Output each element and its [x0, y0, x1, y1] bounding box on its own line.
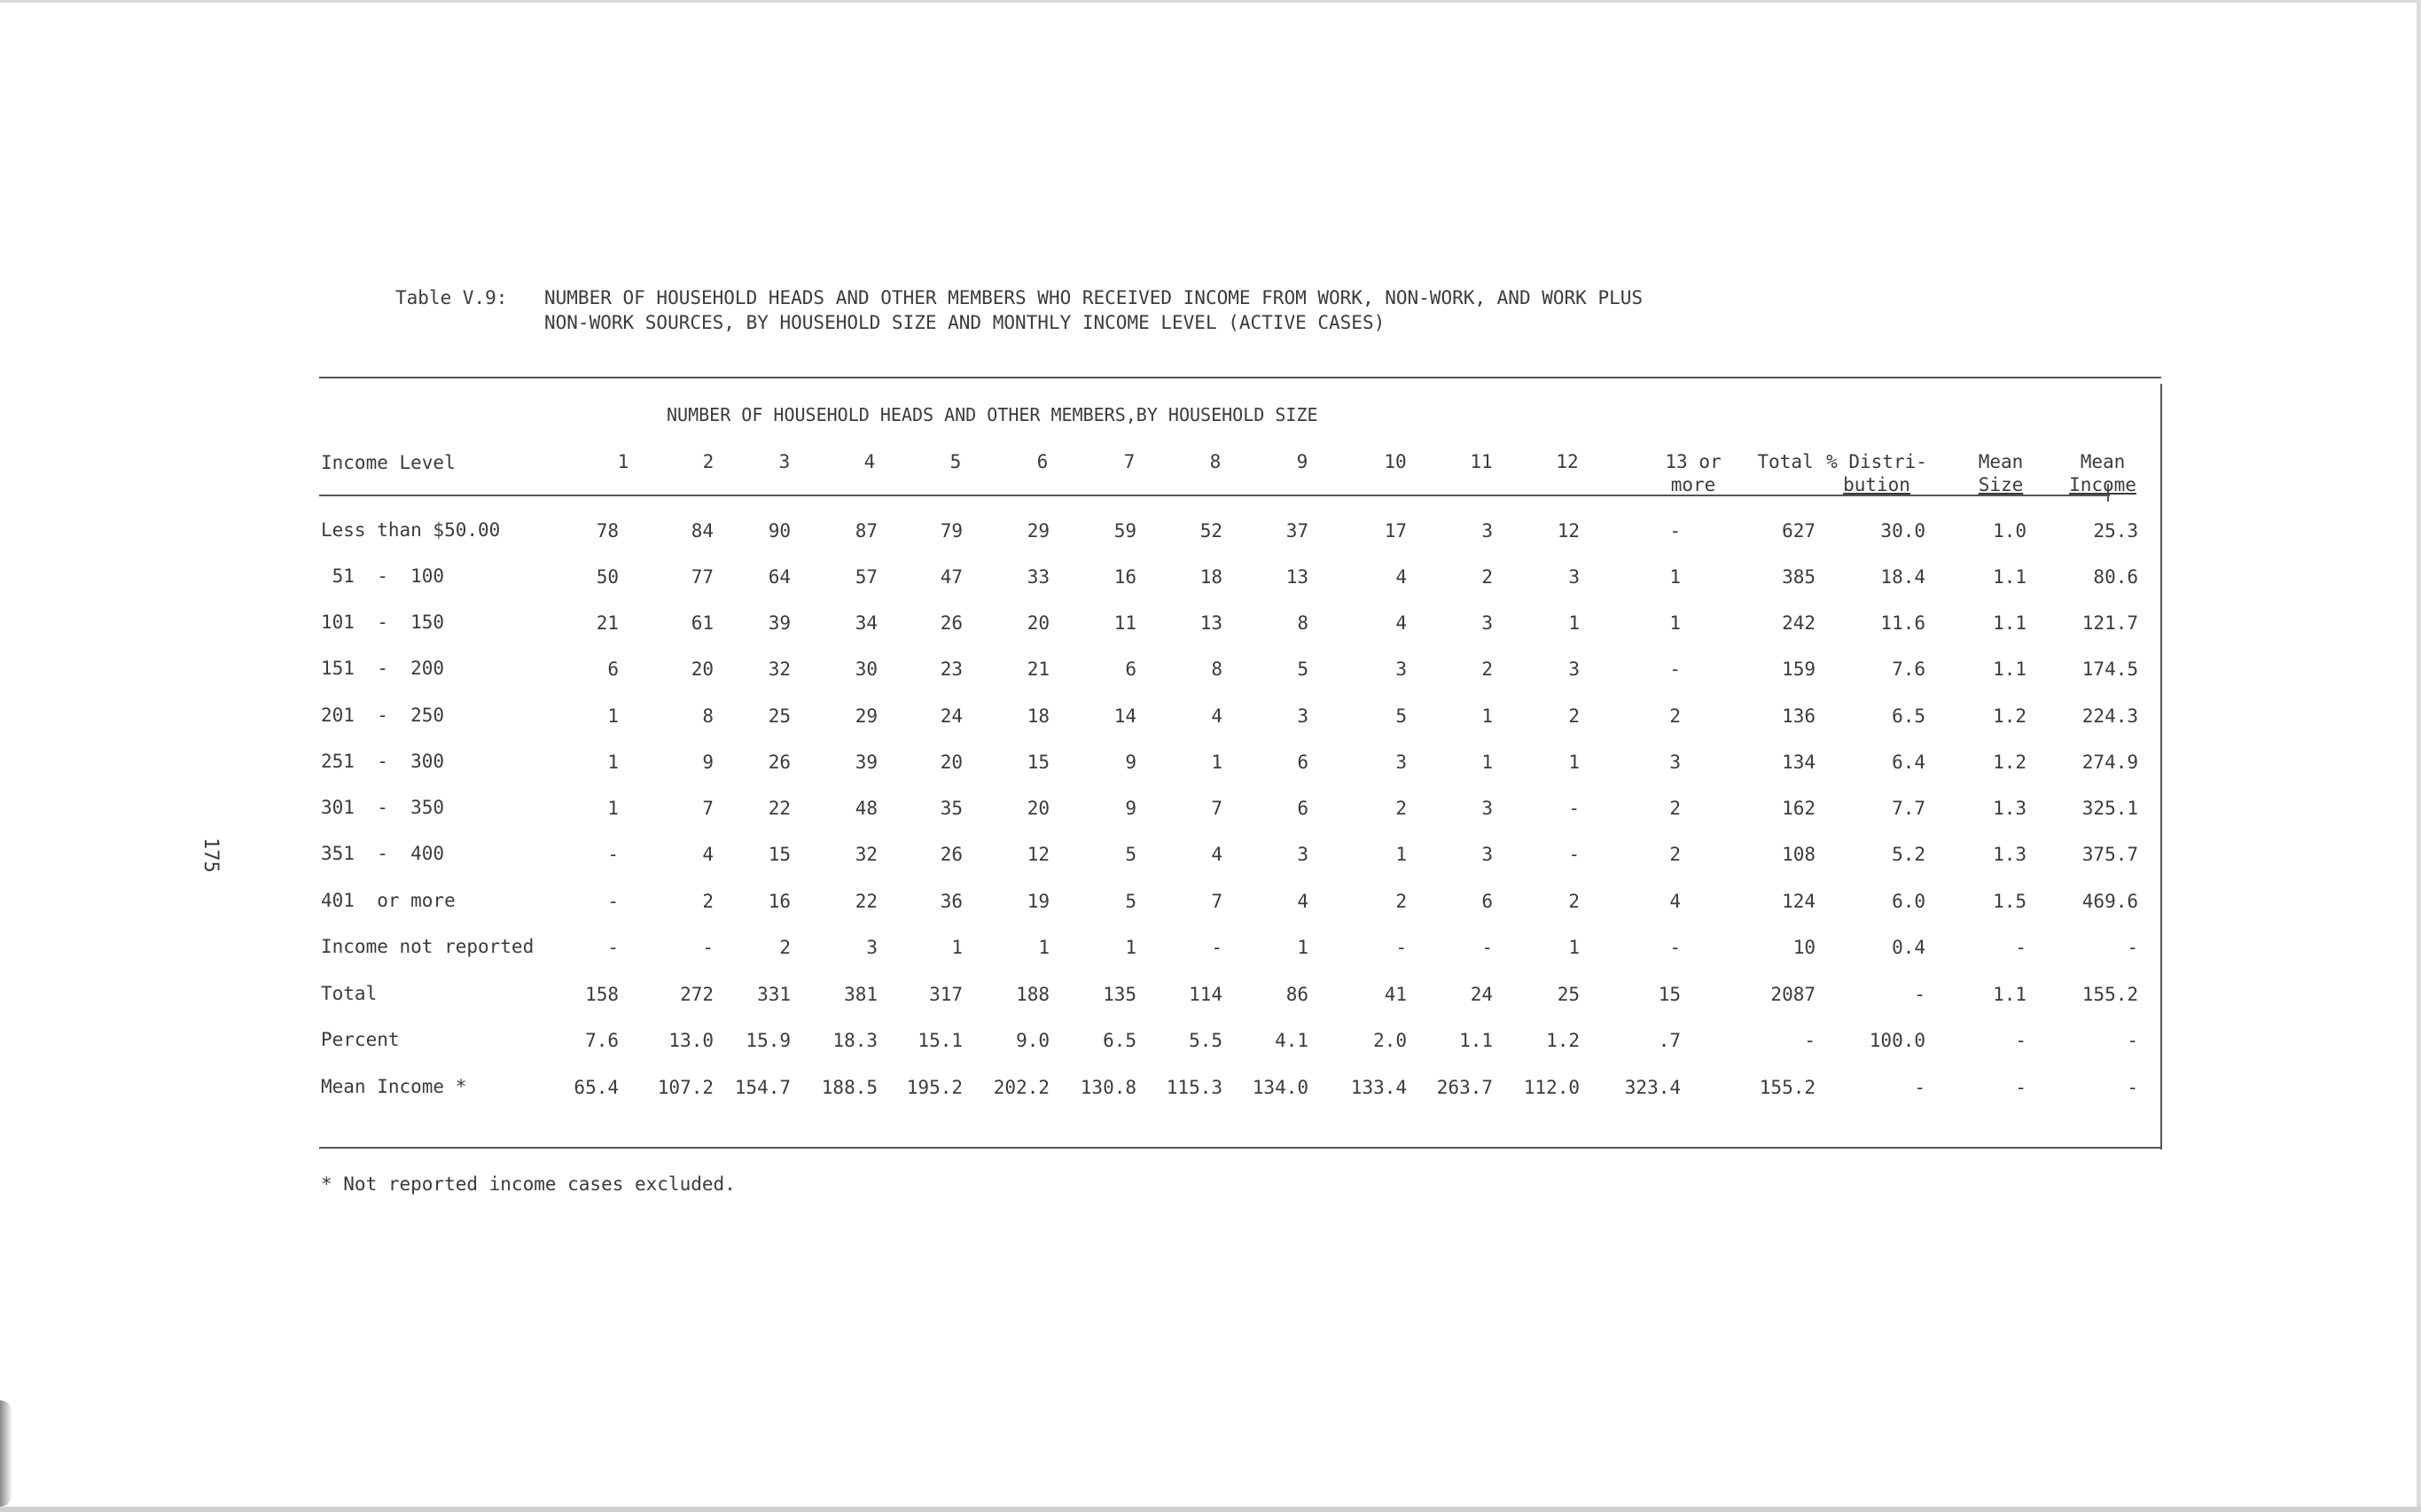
table-cell: 4: [1211, 844, 1222, 865]
table-cell: 2: [1481, 566, 1493, 588]
table-cell: 20: [1027, 612, 1050, 634]
table-cell: 22: [855, 891, 878, 912]
table-cell: -: [2127, 937, 2138, 958]
table-cell: 7: [702, 798, 714, 819]
table-cell: 64: [768, 566, 791, 588]
table-cell: 155.2: [1759, 1077, 1816, 1098]
table-cell: 162: [1782, 798, 1816, 819]
table-cell: 7: [1211, 891, 1222, 912]
table-cell: 1.3: [1993, 798, 2027, 819]
column-header: % Distri-: [1826, 451, 1927, 472]
table-cell: 3: [1395, 752, 1407, 773]
table-cell: 39: [855, 752, 878, 773]
table-cell: 7.6: [1892, 659, 1925, 680]
table-cell: 1: [1481, 705, 1493, 727]
row-label: 301 - 350: [321, 797, 445, 818]
table-cell: -: [1669, 937, 1681, 958]
table-cell: 8: [1211, 659, 1222, 680]
table-cell: 2: [779, 937, 791, 958]
table-cell: 331: [757, 984, 791, 1005]
table-cell: 79: [940, 520, 963, 542]
table-cell: -: [607, 891, 619, 912]
table-cell: 8: [702, 705, 714, 727]
table-right-border: [2160, 384, 2162, 1150]
row-label: 51 - 100: [321, 565, 445, 587]
table-cell: 100.0: [1869, 1030, 1925, 1051]
table-cell: 323.4: [1624, 1077, 1681, 1098]
table-cell: -: [2127, 1030, 2138, 1051]
table-cell: 6: [1297, 798, 1308, 819]
row-label: 151 - 200: [321, 658, 445, 679]
table-cell: 0.4: [1892, 937, 1925, 958]
page-edge-top: [0, 0, 2421, 3]
table-cell: -: [1395, 937, 1407, 958]
table-cell: 114: [1189, 984, 1222, 1005]
table-cell: 317: [929, 984, 963, 1005]
table-cell: 242: [1782, 612, 1816, 634]
table-cell: 5.5: [1189, 1030, 1222, 1051]
table-cell: 112.0: [1523, 1077, 1580, 1098]
table-cell: 1: [1568, 752, 1580, 773]
table-cell: 159: [1782, 659, 1816, 680]
table-cell: 7.7: [1892, 798, 1925, 819]
table-cell: 10: [1792, 937, 1816, 958]
column-header: 13 or: [1665, 451, 1722, 472]
table-cell: 6.5: [1892, 705, 1925, 727]
caption-label: Table V.9:: [395, 287, 508, 308]
table-cell: 1.2: [1993, 705, 2027, 727]
table-cell: 9: [1125, 798, 1136, 819]
table-cell: 5: [1125, 844, 1136, 865]
column-header: Mean: [1978, 451, 2024, 472]
table-cell: 30.0: [1880, 520, 1925, 542]
table-cell: 3: [1481, 798, 1493, 819]
table-cell: 59: [1113, 520, 1136, 542]
table-cell: -: [2127, 1077, 2138, 1098]
table-cell: 6: [1481, 891, 1493, 912]
table-cell: 14: [1113, 705, 1136, 727]
table-cell: 22: [768, 798, 791, 819]
table-cell: 202.2: [993, 1077, 1050, 1098]
table-cell: 3: [1297, 844, 1308, 865]
table-cell: 195.2: [906, 1077, 963, 1098]
table-cell: 80.6: [2093, 566, 2138, 588]
table-cell: 65.4: [574, 1077, 619, 1098]
table-cell: 1: [1481, 752, 1493, 773]
table-cell: 29: [1027, 520, 1050, 542]
table-cell: 77: [691, 566, 714, 588]
table-cell: 52: [1199, 520, 1222, 542]
table-cell: 9.0: [1016, 1030, 1050, 1051]
table-cell: 6.0: [1892, 891, 1925, 912]
column-header: 9: [1296, 451, 1308, 472]
table-cell: 1.2: [1546, 1030, 1580, 1051]
table-cell: 5.2: [1892, 844, 1925, 865]
table-cell: 4: [1395, 612, 1407, 634]
table-cell: 36: [940, 891, 963, 912]
table-cell: 1.0: [1993, 520, 2027, 542]
table-cell: 26: [768, 752, 791, 773]
page-edge-bottom: [0, 1507, 2421, 1512]
table-cell: 2: [1395, 891, 1407, 912]
table-cell: 13.0: [668, 1030, 714, 1051]
table-cell: -: [607, 844, 619, 865]
table-cell: -: [1669, 520, 1681, 542]
table-cell: 19: [1027, 891, 1050, 912]
table-caption: [395, 285, 1643, 335]
table-cell: 15.1: [918, 1030, 963, 1051]
table-cell: 1: [1568, 937, 1580, 958]
table-cell: 3: [1395, 659, 1407, 680]
table-cell: 18.3: [832, 1030, 878, 1051]
table-cell: 33: [1027, 566, 1050, 588]
row-label: Income not reported: [321, 936, 535, 957]
table-cell: 4: [1297, 891, 1308, 912]
table-cell: 25: [1557, 984, 1580, 1005]
footnote: * Not reported income cases excluded.: [321, 1173, 736, 1195]
row-label: Mean Income *: [321, 1076, 467, 1097]
table-cell: 1.1: [1459, 1030, 1493, 1051]
row-label: 101 - 150: [321, 612, 445, 633]
table-cell: 11: [1113, 612, 1136, 634]
table-cell: 26: [940, 844, 963, 865]
page-edge-left: [0, 1400, 12, 1507]
table-cell: -: [702, 937, 714, 958]
table-cell: 2: [1669, 705, 1681, 727]
table-cell: 4.1: [1275, 1030, 1308, 1051]
table-cell: 13: [1199, 612, 1222, 634]
table-cell: 188.5: [821, 1077, 878, 1098]
page-number: 175: [199, 838, 222, 873]
table-cell: 18.4: [1880, 566, 1925, 588]
column-header: 3: [778, 451, 791, 472]
table-cell: -: [2015, 1030, 2027, 1051]
row-label: 401 or more: [321, 890, 456, 911]
table-cell: 6: [1297, 752, 1308, 773]
table-cell: 1: [1669, 566, 1681, 588]
table-cell: 188: [1016, 984, 1050, 1005]
table-cell: 1: [1297, 937, 1308, 958]
table-cell: -: [1568, 844, 1580, 865]
table-cell: 2.0: [1373, 1030, 1407, 1051]
table-cell: 136: [1782, 705, 1816, 727]
column-header: 7: [1123, 451, 1136, 472]
table-cell: 57: [855, 566, 878, 588]
table-cell: 1: [1568, 612, 1580, 634]
table-cell: 3: [1297, 705, 1308, 727]
table-cell: .7: [1658, 1030, 1681, 1051]
caption-line-2: NON-WORK SOURCES, BY HOUSEHOLD SIZE AND MONTHLY INCOME LEVEL (ACTIVE CASES): [544, 312, 1386, 333]
table-cell: 18: [1199, 566, 1222, 588]
table-cell: 3: [1669, 752, 1681, 773]
column-spanner: NUMBER OF HOUSEHOLD HEADS AND OTHER MEMBERS,BY HOUSEHOLD SIZE: [667, 404, 1318, 425]
table-cell: 1: [1211, 752, 1222, 773]
table-cell: 155.2: [2081, 984, 2138, 1005]
table-cell: 375.7: [2081, 844, 2138, 865]
table-cell: 1: [607, 798, 619, 819]
table-cell: 381: [844, 984, 878, 1005]
table-cell: 12: [1027, 844, 1050, 865]
table-cell: 84: [691, 520, 714, 542]
table-cell: -: [1568, 798, 1580, 819]
table-cell: 32: [855, 844, 878, 865]
table-cell: 6.4: [1892, 752, 1925, 773]
row-label: Percent: [321, 1029, 400, 1050]
table-cell: 115.3: [1166, 1077, 1222, 1098]
table-cell: 26: [940, 612, 963, 634]
column-header: 11: [1470, 451, 1493, 472]
table-cell: 108: [1782, 844, 1816, 865]
table-cell: 1.1: [1993, 566, 2027, 588]
table-cell: 16: [1113, 566, 1136, 588]
column-header: Total: [1757, 451, 1814, 472]
table-cell: 5: [1297, 659, 1308, 680]
table-cell: 3: [1481, 520, 1493, 542]
table-cell: 1.5: [1993, 891, 2027, 912]
table-cell: 7.6: [585, 1030, 619, 1051]
table-cell: 325.1: [2081, 798, 2138, 819]
column-header: 10: [1384, 451, 1407, 472]
table-cell: 134: [1782, 752, 1816, 773]
row-label: 351 - 400: [321, 843, 445, 864]
table-cell: 1.2: [1993, 752, 2027, 773]
table-cell: 78: [596, 520, 619, 542]
table-cell: 90: [768, 520, 791, 542]
table-cell: 4: [702, 844, 714, 865]
table-cell: 154.7: [734, 1077, 791, 1098]
table-cell: 385: [1782, 566, 1816, 588]
table-cell: -: [1481, 937, 1493, 958]
table-cell: 1: [607, 752, 619, 773]
table-cell: 39: [768, 612, 791, 634]
table-cell: 4: [1211, 705, 1222, 727]
table-bottom-rule: [319, 1147, 2161, 1149]
table-cell: 48: [855, 798, 878, 819]
table-cell: 121.7: [2081, 612, 2138, 634]
table-cell: 2087: [1770, 984, 1816, 1005]
table-cell: 5: [1125, 891, 1136, 912]
table-cell: 15: [768, 844, 791, 865]
table-cell: 37: [1285, 520, 1308, 542]
column-header: Size: [1978, 474, 2024, 495]
table-cell: 2: [702, 891, 714, 912]
table-cell: 4: [1395, 566, 1407, 588]
table-cell: 20: [1027, 798, 1050, 819]
table-cell: 87: [855, 520, 878, 542]
table-cell: 21: [1027, 659, 1050, 680]
table-cell: 135: [1103, 984, 1136, 1005]
table-cell: 133.4: [1350, 1077, 1407, 1098]
column-header: more: [1670, 474, 1716, 495]
table-cell: -: [1669, 659, 1681, 680]
column-header: Income: [2069, 474, 2136, 495]
table-cell: 23: [940, 659, 963, 680]
table-cell: 25.3: [2093, 520, 2138, 542]
row-label: 251 - 300: [321, 751, 445, 772]
table-cell: -: [2015, 1077, 2027, 1098]
table-cell: 24: [940, 705, 963, 727]
table-cell: 158: [585, 984, 619, 1005]
table-cell: 1: [1038, 937, 1050, 958]
table-cell: -: [1211, 937, 1222, 958]
column-header: 6: [1036, 451, 1049, 472]
table-cell: 86: [1285, 984, 1308, 1005]
table-cell: 274.9: [2081, 752, 2138, 773]
table-cell: 41: [1384, 984, 1407, 1005]
table-cell: 1: [1125, 937, 1136, 958]
table-cell: 134.0: [1252, 1077, 1308, 1098]
table-cell: 3: [1481, 612, 1493, 634]
table-cell: 11.6: [1880, 612, 1925, 634]
row-label: Total: [321, 983, 378, 1004]
table-cell: 18: [1027, 705, 1050, 727]
table-cell: 107.2: [657, 1077, 714, 1098]
table-cell: 2: [1568, 891, 1580, 912]
table-cell: 224.3: [2081, 705, 2138, 727]
table-cell: 17: [1384, 520, 1407, 542]
table-cell: 2: [1669, 798, 1681, 819]
table-cell: 1: [607, 705, 619, 727]
table-cell: 3: [866, 937, 878, 958]
table-cell: 61: [691, 612, 714, 634]
table-cell: 7: [1211, 798, 1222, 819]
table-cell: 3: [1481, 844, 1493, 865]
table-cell: -: [607, 937, 619, 958]
table-cell: 8: [1297, 612, 1308, 634]
row-label: Less than $50.00: [321, 519, 501, 541]
table-cell: 35: [940, 798, 963, 819]
table-cell: 1.1: [1993, 659, 2027, 680]
table-cell: 469.6: [2081, 891, 2138, 912]
column-header: 4: [863, 451, 876, 472]
table-cell: 2: [1669, 844, 1681, 865]
table-cell: 15.9: [746, 1030, 791, 1051]
table-cell: -: [1804, 1030, 1816, 1051]
table-cell: 21: [596, 612, 619, 634]
column-header: 12: [1556, 451, 1579, 472]
table-cell: 25: [768, 705, 791, 727]
table-cell: 5: [1395, 705, 1407, 727]
table-cell: 263.7: [1436, 1077, 1493, 1098]
table-cell: 2: [1481, 659, 1493, 680]
table-cell: -: [1914, 984, 1925, 1005]
table-cell: 30: [855, 659, 878, 680]
column-header: Mean: [2080, 451, 2126, 472]
table-cell: 9: [702, 752, 714, 773]
caption-line-1: NUMBER OF HOUSEHOLD HEADS AND OTHER MEMBERS WHO RECEIVED INCOME FROM WORK, NON-WORK, AND WORK PLUS: [544, 287, 1644, 308]
column-header: 5: [949, 451, 962, 472]
table-cell: 1: [1395, 844, 1407, 865]
table-cell: 1: [1669, 612, 1681, 634]
table-cell: 272: [680, 984, 714, 1005]
table-cell: 3: [1568, 566, 1580, 588]
table-cell: -: [1914, 1077, 1925, 1098]
table-cell: 20: [940, 752, 963, 773]
table-cell: 9: [1125, 752, 1136, 773]
table-cell: 1.1: [1993, 612, 2027, 634]
table-cell: 15: [1658, 984, 1681, 1005]
table-top-rule: [319, 377, 2161, 378]
table-cell: 4: [1669, 891, 1681, 912]
table-cell: 6.5: [1103, 1030, 1136, 1051]
table-cell: -: [2015, 937, 2027, 958]
table-cell: 29: [855, 705, 878, 727]
table-cell: 6: [1125, 659, 1136, 680]
table-cell: 627: [1782, 520, 1816, 542]
table-cell: 174.5: [2081, 659, 2138, 680]
table-cell: 13: [1285, 566, 1308, 588]
table-cell: 1.3: [1993, 844, 2027, 865]
table-cell: 1.1: [1993, 984, 2027, 1005]
income-level-header: Income Level: [321, 452, 456, 473]
column-header: 8: [1209, 451, 1222, 472]
row-label: 201 - 250: [321, 705, 445, 726]
table-cell: 34: [855, 612, 878, 634]
table-cell: 2: [1568, 705, 1580, 727]
column-header: bution: [1843, 474, 1910, 495]
table-cell: 50: [596, 566, 619, 588]
page-edge-right: [2417, 0, 2421, 1512]
table-cell: 6: [607, 659, 619, 680]
table-cell: 15: [1027, 752, 1050, 773]
column-header: 1: [617, 451, 629, 472]
table-cell: 20: [691, 659, 714, 680]
table-cell: 32: [768, 659, 791, 680]
table-cell: 124: [1782, 891, 1816, 912]
table-cell: 12: [1557, 520, 1580, 542]
table-cell: 2: [1395, 798, 1407, 819]
table-cell: 3: [1568, 659, 1580, 680]
table-cell: 1: [951, 937, 963, 958]
table-cell: 130.8: [1080, 1077, 1136, 1098]
table-cell: 16: [768, 891, 791, 912]
table-cell: 24: [1470, 984, 1493, 1005]
column-header: 2: [702, 451, 715, 472]
table-cell: 47: [940, 566, 963, 588]
